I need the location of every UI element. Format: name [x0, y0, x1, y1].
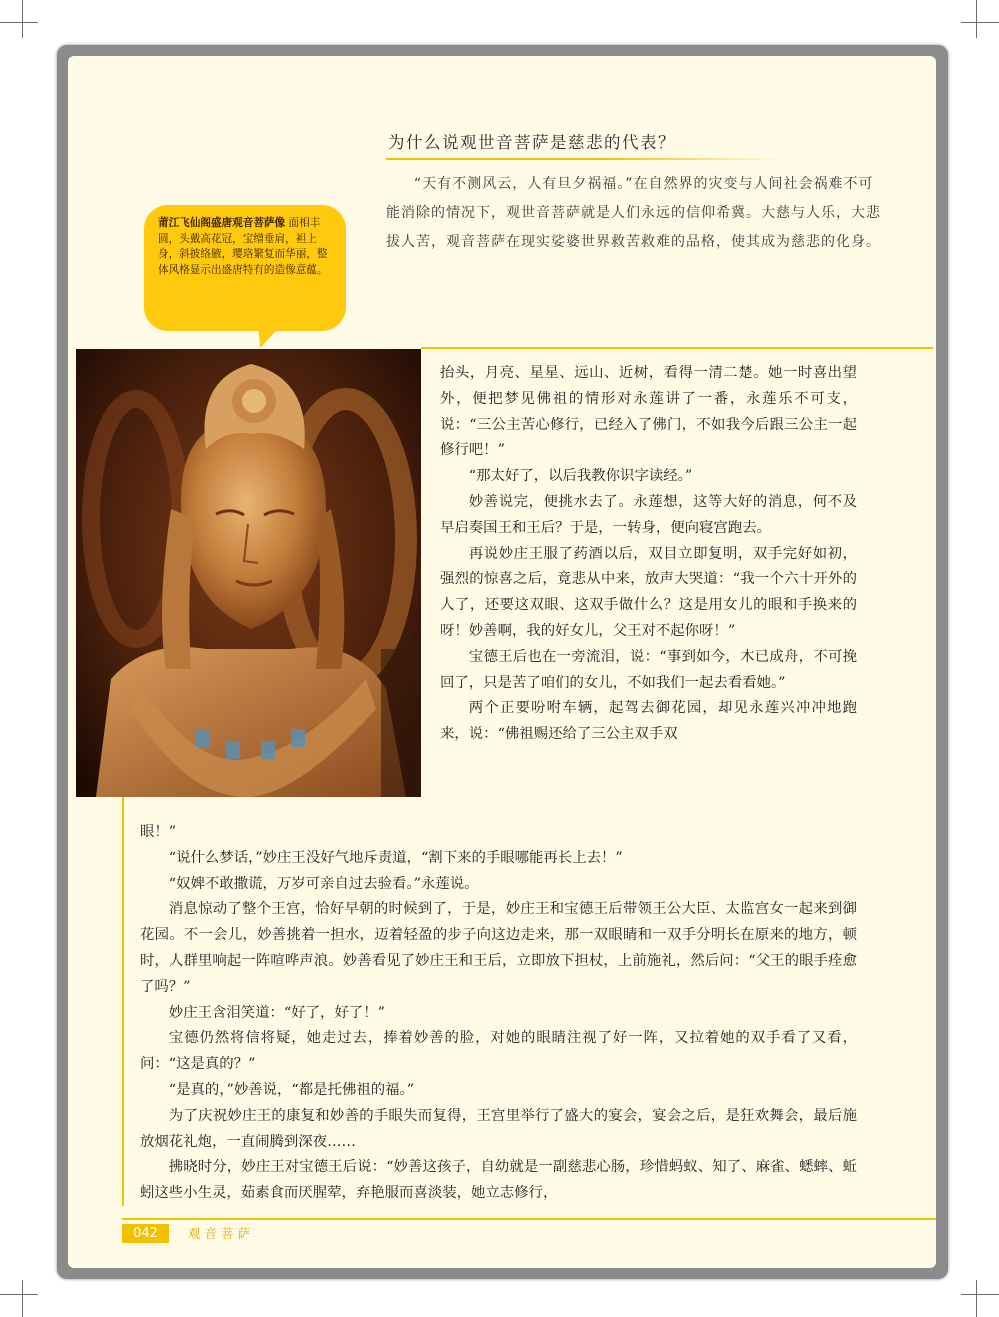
running-book-title: 观音菩萨: [188, 1226, 255, 1241]
body-paragraph: “说什么梦话，”妙庄王没好气地斥责道，“割下来的手眼哪能再长上去！”: [168, 849, 623, 866]
crop-mark: [0, 1294, 38, 1295]
heading-underline: [386, 158, 604, 160]
intro-paragraph-block: [386, 170, 886, 257]
caption-title: 莆江飞仙阁盛唐观音菩萨像: [158, 217, 286, 229]
body-paragraph: “奴婢不敢撒谎，万岁可亲自过去验看。”永莲说。: [168, 875, 479, 892]
divider-line-top: [421, 347, 933, 349]
caption-bubble: [144, 205, 346, 331]
intro-paragraph: “天有不测风云，人有旦夕祸福。”在自然界的灾变与人间社会祸难不可能消除的情况下，观世音菩萨就是人们永远的信仰希冀。大慈与人乐，大悲拔人苦，观音菩萨在现实娑婆世界救苦救难的品格，使其成为慈悲的化身。: [386, 176, 881, 250]
body-paragraph: 两个正要吩咐车辆，起驾去御花园，却见永莲兴冲冲地跑来，说：“佛祖赐还给了三公主双手双: [440, 700, 857, 743]
crop-mark: [976, 0, 977, 38]
body-paragraph: “是真的，”妙善说，“都是托佛祖的福。”: [168, 1081, 415, 1098]
body-paragraph: 宝德仍然将信将疑，她走过去，捧着妙善的脸，对她的眼睛注视了好一阵，又拉着她的双手看了又看，问：“这是真的？”: [140, 1030, 857, 1073]
crop-mark: [976, 1280, 977, 1317]
section-question-heading: 为什么说观世音菩萨是慈悲的代表？: [388, 133, 676, 152]
crop-mark: [22, 0, 23, 38]
body-paragraph: “那太好了，以后我教你识字读经。”: [468, 468, 693, 485]
caption-text: 面相丰圆，头戴高花冠，宝缯垂肩，袒上身，斜披络腋，璎珞繁复而华丽，整体风格显示出盛唐特有的造像意蕴。: [158, 217, 328, 276]
heading-underline-fade: [604, 158, 784, 160]
body-paragraph: 妙善说完，便挑水去了。永莲想，这等大好的消息，何不及早启奏国王和王后？于是，一转身，便向寝宫跑去。: [440, 493, 857, 536]
crop-mark: [961, 1294, 999, 1295]
body-paragraph: 宝德王后也在一旁流泪，说：“事到如今，木已成舟，不可挽回了，只是苦了咱们的女儿，不如我们一起去看看她。”: [440, 648, 857, 691]
footer-line: [122, 1218, 936, 1220]
body-paragraph: 眼！”: [140, 824, 177, 840]
page-number: 042: [122, 1224, 169, 1243]
guanyin-statue-photo: [76, 349, 421, 797]
body-text-right-column: [440, 361, 857, 748]
body-paragraph: 为了庆祝妙庄王的康复和妙善的手眼失而复得，王宫里举行了盛大的宴会，宴会之后，是狂欢舞会，最后施放烟花礼炮，一直闹腾到深夜……: [140, 1107, 857, 1150]
body-paragraph: 妙庄王含泪笑道：“好了，好了！”: [168, 1004, 385, 1021]
crop-mark: [961, 22, 999, 23]
body-text-full-width: [140, 820, 857, 1207]
book-page: [68, 56, 936, 1268]
body-paragraph: 消息惊动了整个王宫，恰好早朝的时候到了，于是，妙庄王和宝德王后带领王公大臣、太监宫女一起来到御花园。不一会儿，妙善挑着一担水，迈着轻盈的步子向这边走来，那一双眼睛和一双手分明长在原来的地方，顿时，人群里响起一阵喧哗声浪。妙善看见了妙庄王和王后，立即放下担杖，上前施礼，然后问：“父王的眼手痊愈了吗？”: [140, 901, 857, 995]
crop-mark: [22, 1280, 23, 1317]
body-paragraph: 再说妙庄王服了药酒以后，双目立即复明，双手完好如初，强烈的惊喜之后，竟悲从中来，放声大哭道：“我一个六十开外的人了，还要这双眼、这双手做什么？这是用女儿的眼和手换来的呀！妙善啊，我的好女儿，父王对不起你呀！”: [440, 545, 857, 639]
crop-mark: [0, 22, 38, 23]
body-paragraph: 拂晓时分，妙庄王对宝德王后说：“妙善这孩子，自幼就是一副慈悲心肠，珍惜蚂蚁、知了、麻雀、蟋蟀、蚯蚓这些小生灵，茹素食而厌腥荤，弃艳服而喜淡装，她立志修行，: [140, 1159, 857, 1202]
divider-line-left: [122, 796, 124, 1206]
body-paragraph: 抬头，月亮、星星、远山、近树，看得一清二楚。她一时喜出望外，便把梦见佛祖的情形对永莲讲了一番，永莲乐不可支，说：“三公主苦心修行，已经入了佛门，不如我今后跟三公主一起修行吧！”: [440, 365, 857, 459]
